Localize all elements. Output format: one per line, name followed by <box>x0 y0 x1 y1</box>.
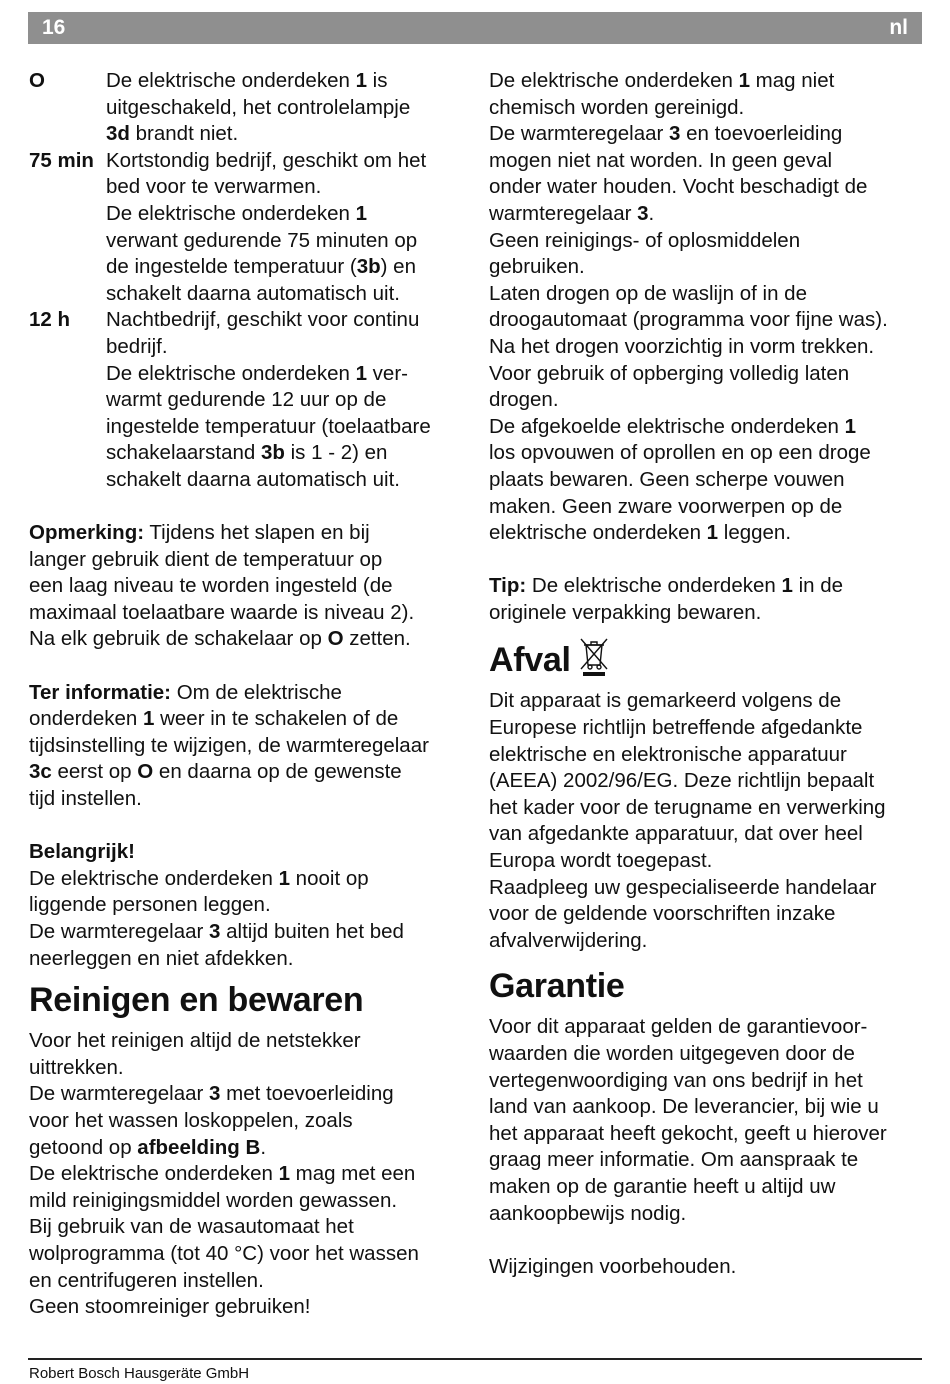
text-line: Kortstondig bedrijf, geschikt om het <box>106 148 427 172</box>
text-line: Na elk gebruik de schakelaar op O zetten. <box>29 627 411 651</box>
text-line: land van aankoop. De leverancier, bij wie u <box>489 1095 879 1119</box>
text-line: tijdsinstelling te wijzigen, de warmteregelaar <box>29 733 429 757</box>
text-line: los opvouwen of oprollen en op een droge <box>489 441 871 465</box>
text-line: Geen stoomreiniger gebruiken! <box>29 1295 311 1319</box>
text-line: aankoopbewijs nodig. <box>489 1201 687 1225</box>
text-line: De afgekoelde elektrische onderdeken 1 <box>489 414 856 438</box>
text-line: drogen. <box>489 388 559 412</box>
text-line: en centrifugeren instellen. <box>29 1268 264 1292</box>
text-line: Dit apparaat is gemarkeerd volgens de <box>489 689 842 713</box>
mode-description <box>106 148 469 308</box>
text-line: Na het drogen voorzichtig in vorm trekken. <box>489 334 875 358</box>
text-line: onder water houden. Vocht beschadigt de <box>489 175 868 199</box>
text-line: elektrische onderdeken 1 leggen. <box>489 521 792 545</box>
text-line: ingestelde temperatuur (toelaatbare <box>106 414 431 438</box>
belangrijk-paragraph <box>29 839 469 972</box>
text-line: Nachtbedrijf, geschikt voor continu <box>106 308 420 332</box>
text-line: Europese richtlijn betreffende afgedankte <box>489 716 863 740</box>
text-line: De elektrische onderdeken 1 ver- <box>106 361 408 385</box>
text-line: wolprogramma (tot 40 °C) voor het wassen <box>29 1241 419 1265</box>
text-line: De elektrische onderdeken 1 nooit op <box>29 866 369 890</box>
language-code: nl <box>889 16 908 39</box>
text-line: De elektrische onderdeken 1 <box>106 201 367 225</box>
text-line: Voor gebruik of opberging volledig laten <box>489 361 850 385</box>
mode-75-min <box>29 148 469 308</box>
ter-informatie-paragraph <box>29 680 469 813</box>
text-line: elektrische en elektronische apparatuur <box>489 742 847 766</box>
text-line: Laten drogen op de waslijn of in de <box>489 281 807 305</box>
text-line: De warmteregelaar 3 met toevoerleiding <box>29 1082 394 1106</box>
text-line: maximaal toelaatbare waarde is niveau 2). <box>29 600 415 624</box>
text-line: een laag niveau te worden ingesteld (de <box>29 574 393 598</box>
mode-description <box>106 68 469 148</box>
mode-term: O <box>29 69 45 92</box>
text-line: Opmerking: Tijdens het slapen en bij <box>29 521 370 545</box>
mode-12-h <box>29 307 469 493</box>
text-line: getoond op afbeelding B. <box>29 1135 267 1159</box>
text-line: Belangrijk! <box>29 840 135 864</box>
text-line: liggende personen leggen. <box>29 893 271 917</box>
text-line: Raadpleeg uw gespecialiseerde handelaar <box>489 875 877 899</box>
text-line: bedrijf. <box>106 334 168 358</box>
text-line: tijd instellen. <box>29 787 142 811</box>
text-line: chemisch worden gereinigd. <box>489 95 745 119</box>
text-line: Voor het reinigen altijd de netstekker <box>29 1029 361 1053</box>
text-line: schakelt daarna automatisch uit. <box>106 281 400 305</box>
text-line: warmteregelaar 3. <box>489 201 655 225</box>
text-line: het apparaat heeft gekocht, geeft u hierover <box>489 1121 887 1145</box>
text-line: droogautomaat (programma voor fijne was). <box>489 308 888 332</box>
text-line: schakelt daarna automatisch uit. <box>106 467 400 491</box>
text-line: warmt gedurende 12 uur op de <box>106 388 387 412</box>
text-line: Ter informatie: Om de elektrische <box>29 680 342 704</box>
text-line: vertegenwoordiging van ons bedrijf in het <box>489 1068 863 1092</box>
reinigen-heading: Reinigen en bewaren <box>29 981 364 1020</box>
text-line: De elektrische onderdeken 1 mag niet <box>489 69 835 92</box>
afval-heading-row <box>489 636 929 680</box>
wijzigingen-note: Wijzigingen voorbehouden. <box>489 1254 737 1278</box>
text-line: De warmteregelaar 3 altijd buiten het bed <box>29 920 404 943</box>
text-line: gebruiken. <box>489 255 585 279</box>
text-line: plaats bewaren. Geen scherpe vouwen <box>489 467 845 491</box>
text-line: uittrekken. <box>29 1055 124 1079</box>
text-line: afvalverwijdering. <box>489 928 648 952</box>
text-line: waarden die worden uitgegeven door de <box>489 1042 855 1065</box>
crossed-out-wheelie-bin-icon <box>579 636 609 678</box>
mode-term: 12 h <box>29 308 71 332</box>
text-line: maken op de garantie heeft u altijd uw <box>489 1174 836 1198</box>
text-line: originele verpakking bewaren. <box>489 600 762 624</box>
text-line: De elektrische onderdeken 1 mag met een <box>29 1162 416 1186</box>
text-line: Europa wordt toegepast. <box>489 849 713 873</box>
text-line: bed voor te verwarmen. <box>106 175 322 199</box>
page-number: 16 <box>42 16 66 39</box>
text-line: Tip: De elektrische onderdeken 1 in de <box>489 574 844 598</box>
text-line: voor het wassen loskoppelen, zoals <box>29 1108 353 1132</box>
left-column <box>29 68 469 1321</box>
footer-divider <box>28 1358 922 1360</box>
text-line: maken. Geen zware voorwerpen op de <box>489 494 843 518</box>
mode-definitions <box>29 68 469 494</box>
text-line: van afgedankte apparatuur, dat over heel <box>489 822 863 846</box>
text-line: graag meer informatie. Om aanspraak te <box>489 1148 859 1172</box>
text-line: De elektrische onderdeken 1 is <box>106 69 388 92</box>
text-line: langer gebruik dient de temperatuur op <box>29 547 383 571</box>
text-line: Bij gebruik van de wasautomaat het <box>29 1215 354 1239</box>
text-line: uitgeschakeld, het controlelampje <box>106 95 411 119</box>
footer-company: Robert Bosch Hausgeräte GmbH <box>29 1365 250 1382</box>
mode-description <box>106 307 469 493</box>
tip-paragraph <box>489 573 929 626</box>
text-line: (AEEA) 2002/96/EG. Deze richtlijn bepaalt <box>489 769 875 793</box>
right-column <box>489 68 929 1280</box>
text-line: Geen reinigings- of oplosmiddelen <box>489 228 801 252</box>
text-line: de ingestelde temperatuur (3b) en <box>106 255 416 279</box>
text-line: De warmteregelaar 3 en toevoerleiding <box>489 122 843 146</box>
afval-heading: Afval <box>489 641 571 680</box>
text-line: voor de geldende voorschriften inzake <box>489 902 836 926</box>
text-line: mogen niet nat worden. In geen geval <box>489 148 833 172</box>
text-line: 3d brandt niet. <box>106 122 239 146</box>
opmerking-paragraph <box>29 520 469 653</box>
mode-term: 75 min <box>29 148 94 172</box>
text-line: 3c eerst op O en daarna op de gewenste <box>29 760 402 784</box>
afval-paragraph <box>489 688 929 954</box>
care-paragraph <box>489 68 929 547</box>
reinigen-paragraph <box>29 1028 469 1321</box>
text-line: Voor dit apparaat gelden de garantievoor- <box>489 1015 868 1039</box>
garantie-heading: Garantie <box>489 967 625 1006</box>
text-line: verwant gedurende 75 minuten op <box>106 228 418 252</box>
text-line: onderdeken 1 weer in te schakelen of de <box>29 707 399 731</box>
page-header <box>28 12 922 44</box>
garantie-paragraph <box>489 1014 929 1227</box>
text-line: het kader voor de terugname en verwerking <box>489 795 886 819</box>
text-line: mild reinigingsmiddel worden gewassen. <box>29 1188 398 1212</box>
text-line: schakelaarstand 3b is 1 - 2) en <box>106 441 388 465</box>
mode-off <box>29 68 469 148</box>
text-line: neerleggen en niet afdekken. <box>29 946 294 970</box>
